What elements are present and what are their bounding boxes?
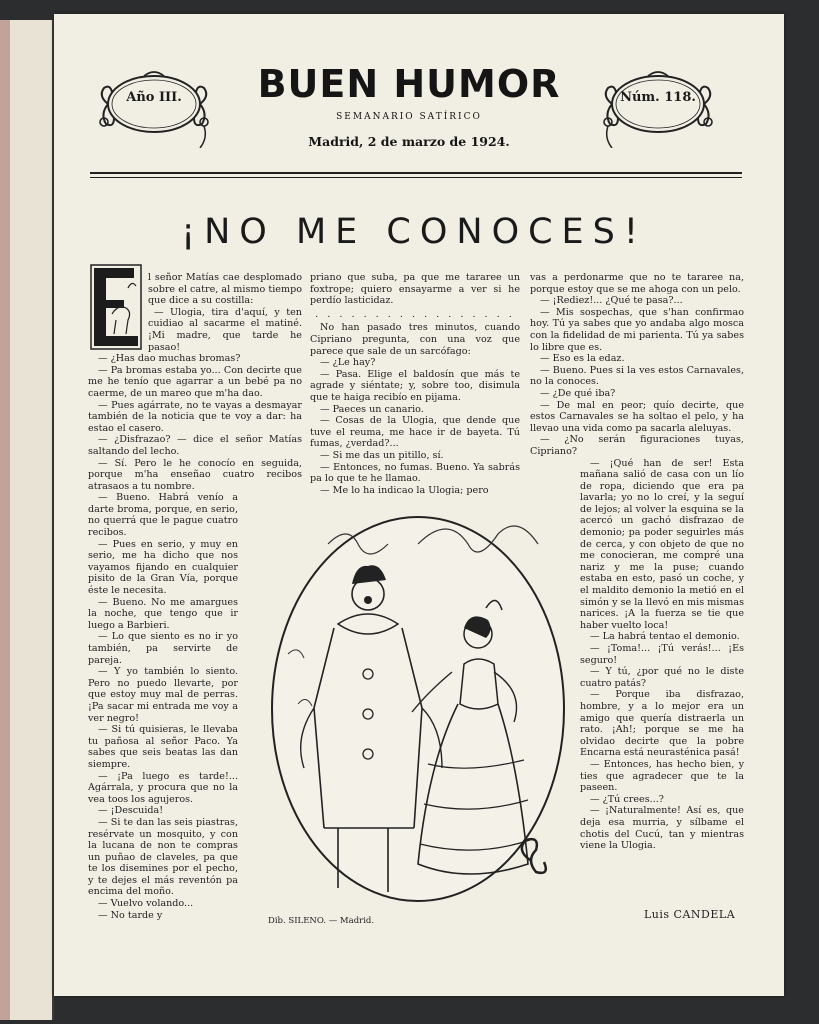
separator-dots: . . . . . . . . . . . . . . . . .: [315, 308, 515, 320]
paragraph: — Porque iba disfrazao, hombre, y a lo mejor era un amigo que quería distraerla un rato. ¡Ah!; porque se me ha olvidao decirte que la pobre Encarna está neurasténica pasá!: [580, 689, 744, 759]
number-cartouche: [598, 64, 718, 148]
ornament-frame-icon: [598, 64, 718, 148]
paragraph: — Entonces, has hecho bien, y ties que agradecer que te la paseen.: [580, 758, 744, 794]
masthead: [224, 64, 594, 149]
year-cartouche: [94, 64, 214, 148]
paragraph: — Bueno. Pues si la ves estos Carnavales, no la conoces.: [530, 364, 744, 388]
paragraph: — ¿No serán figuraciones tuyas, Cipriano?: [530, 434, 744, 457]
illustration-credit: Dib. SILENO. — Madrid.: [268, 916, 375, 926]
paragraph: — Pasa. Elige el baldosín que más te agrade y siéntate; y, sobre too, disimula que te haiga recibío en pijama.: [310, 368, 520, 403]
article-column-2: [310, 272, 520, 496]
paragraph: — ¿Le hay?: [320, 357, 376, 369]
publication-title: BUEN HUMOR: [257, 62, 561, 106]
paragraph: — Pues en serio, y muy en serio, me ha dicho que nos vayamos fijando en cualquier pisito de la Gran Vía, porque éste le necesita.: [88, 538, 238, 597]
paragraph: — Me lo ha indicao la Ulogia; pero: [320, 484, 489, 496]
paragraph: — ¡Qué han de ser! Esta mañana salió de casa con un lío de ropa, diciendo que era pa lavarla; yo no lo creí, y la seguí de lejos; al volver la esquina se la acercó un gachó disfrazao de demonio; pa poder seguirles más de cerca, y con objeto de que no me conocieran, me compré una nariz y me la puse; cuando estaba en esto, pasó un coche, y el maldito demonio la metió en el simón y se la llevó en mis mismas narices. ¡A la fuerza se tie que haber vuelto loca!: [580, 457, 744, 631]
paragraph: — Si me das un pitillo, sí.: [320, 449, 444, 461]
paragraph: — Paeces un canario.: [320, 403, 424, 415]
paragraph: — ¡Pa luego es tarde!... Agárrala, y procura que no la vea toos los agujeros.: [88, 770, 238, 805]
paragraph: — Ulogia, tira d'aquí, y ten cuidiao al sacarme el matiné. ¡Mi madre, que tarde he pasao!: [148, 306, 302, 353]
paragraph: — De mal en peor; quío decirte, que estos Carnavales se ha soltao el pelo, y ha llevao una vida como pa sacarla aleluyas.: [530, 399, 744, 434]
paragraph: — Bueno. No me amargues la noche, que tengo que ir luego a Barbieri.: [88, 596, 238, 631]
paragraph: — ¿Disfrazao? — dice el señor Matías saltando del lecho.: [88, 434, 302, 457]
paragraph: — ¡Descuida!: [98, 805, 164, 817]
paragraph: — Y tú, ¿por qué no le diste cuatro patás?: [580, 666, 744, 689]
header-divider: [90, 172, 742, 174]
paragraph: — Cosas de la Ulogia, que dende que tuve el reuma, me hace ir de bayeta. Tú fumas, ¿verdad?...: [310, 415, 520, 450]
paragraph: — Vuelvo volando...: [98, 898, 194, 910]
header-divider-thin: [90, 177, 742, 178]
paragraph: — ¡Rediez!... ¿Qué te pasa?...: [540, 295, 683, 307]
issue-number-label: Núm. 118.: [620, 90, 696, 105]
paragraph: — La habrá tentao el demonio.: [590, 631, 740, 643]
publication-subtitle: SEMANARIO SATÍRICO: [336, 112, 482, 122]
paragraph: — Pa bromas estaba yo... Con decirte que me he tenío que agarrar a un bebé pa no caerme, de un mareo que m'ha dao.: [88, 364, 302, 399]
paragraph: — ¿Tú crees...?: [590, 793, 664, 805]
facing-page-edge: [0, 20, 54, 1020]
carnival-couple-illustration: [268, 504, 568, 904]
paragraph: — Si tú quisieras, le llevaba tu pañosa al señor Paco. Ya sabes que seis beatas las dan siempre.: [88, 724, 238, 770]
paragraph: — Si te dan las seis piastras, resérvate un mosquito, y con la lucana de non te compras un puñao de claveles, pa que te los disemines por el pecho, y te dejes el más reventón pa encima del moño.: [88, 816, 238, 898]
paragraph: l señor Matías cae desplomado sobre el catre, al mismo tiempo que dice a su costilla:: [148, 272, 302, 307]
magazine-page: [54, 14, 784, 996]
paragraph: — Entonces, no fumas. Bueno. Ya sabrás pa lo que te he llamao.: [310, 461, 520, 485]
issue-date: Madrid, 2 de marzo de 1924.: [308, 134, 510, 149]
paragraph: — Bueno. Habrá venío a darte broma, porque, en serio, no querrá que le pague cuatro recibos.: [88, 492, 238, 539]
paragraph: — ¿De qué iba?: [540, 387, 616, 399]
paragraph: — Pues agárrate, no te vayas a desmayar también de la noticia que te voy a dar: ha estao el casero.: [88, 399, 302, 434]
paragraph: — ¡Toma!... ¡Tú verás!... ¡Es seguro!: [580, 643, 744, 666]
paragraph: vas a perdonarme que no te tararee na, porque estoy que se me ahoga con un pelo.: [530, 272, 744, 295]
year-label: Año III.: [126, 90, 182, 105]
paragraph: — Y yo también lo siento. Pero no puedo llevarte, por que estoy muy mal de perras. ¡Pa sacar mi entrada me voy a ver negro!: [88, 666, 238, 724]
article-title: ¡NO ME CONOCES!: [181, 212, 647, 252]
ornament-frame-icon: [94, 64, 214, 148]
paragraph: — Sí. Pero le he conocío en seguida, porque m'ha enseñao cuatro recibos atrasaos a tu nombre.: [88, 457, 302, 492]
paragraph: — ¡Naturalmente! Así es, que deja esa murria, y sílbame el chotis del Cucú, tan y mientras viene la Ulogia.: [580, 805, 744, 852]
paragraph: — Mis sospechas, que s'han confirmao hoy. Tú ya sabes que yo andaba algo mosca con la fidelidad de mi parienta. Tú ya sabes lo libre que es.: [530, 306, 744, 353]
paragraph: No han pasado tres minutos, cuando Cipriano pregunta, con una voz que parece que sale de un sarcófago:: [310, 322, 520, 357]
paragraph: — Eso es la edaz.: [540, 353, 625, 365]
paragraph: priano que suba, pa que me tararee un foxtrope; quiero ensayarme a ver si he perdío lasticidaz.: [310, 272, 520, 307]
dropcap-letter: E: [90, 264, 91, 265]
paragraph: — Lo que siento es no ir yo también, pa servirte de pareja.: [88, 631, 238, 666]
paragraph: — No tarde y: [98, 909, 163, 921]
author-signature: Luis CANDELA: [644, 908, 736, 921]
paragraph: — ¿Has dao muchas bromas?: [98, 353, 241, 365]
